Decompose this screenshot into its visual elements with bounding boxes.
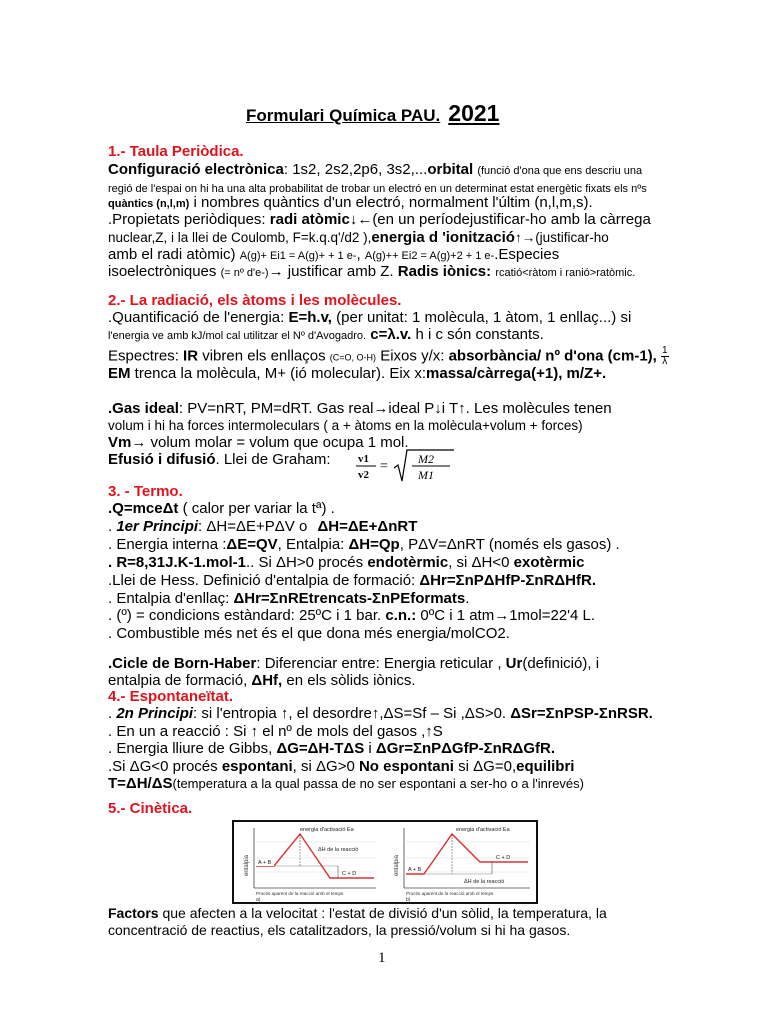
r-rest2: , si ΔH<0: [448, 554, 510, 571]
enllac-line: . Entalpia d'enllaç: ΔHr=ΣnREtrencats-ΣnPEformats.: [108, 590, 470, 607]
arrow-right-icon: →: [521, 230, 536, 245]
hess-rest: Definició d'entalpia de formació:: [203, 572, 416, 589]
section-4-heading: 4.- Espontaneïtat.: [108, 688, 234, 705]
combust-line: . Combustible més net és el que dona més energia/molCO2.: [108, 625, 510, 642]
std-line: [108, 607, 686, 625]
orbital-def-a: (funció d'ona que ens descriu una: [477, 165, 643, 177]
hess-eq: ΔHr=ΣnPΔHfP-ΣnRΔHfR.: [419, 572, 596, 589]
efusio-label: Efusió i difusió: [108, 451, 216, 468]
left-ea: energia d'activació Ea: [300, 827, 354, 833]
iso-rest: → justificar amb Z.: [268, 263, 394, 280]
section-5-heading: 5.- Cinètica.: [108, 800, 193, 817]
q-rest: ( calor per variar la tª) .: [182, 500, 335, 517]
enthalpy-diagrams: [232, 820, 538, 904]
t-rest: (temperatura a la qual passa de no ser espontani a ser-ho o a l'inrevés): [172, 776, 584, 791]
bh-hf: ΔHf,: [251, 672, 283, 689]
page-title: [246, 100, 499, 127]
hess-line: [108, 572, 686, 590]
t-line: [108, 775, 686, 793]
espontani-text: espontani: [221, 758, 293, 775]
reac-line: . En un a reacció : Si ↑ el nº de mols del gasos ,↑S: [108, 723, 443, 740]
left-reactants: A + B: [258, 860, 272, 866]
factors-rest: que afecten a la velocitat : l'estat de divisió d'un sòlid, la temperatura, la: [162, 905, 607, 921]
especies-text: .Especies: [494, 246, 560, 263]
right-xlabel: Procés aparent de la reacció amb el temps: [406, 891, 494, 896]
p2-rest: : si l'entropia ↑, el desordre↑,ΔS=Sf – Si ,ΔS>0.: [193, 705, 507, 722]
pv-text: , PΔV=ΔnRT (només els gasos) .: [399, 536, 620, 553]
cn-label: c.n.:: [385, 607, 417, 624]
ehv-eq: E=h.v,: [288, 309, 332, 326]
hess-label: .Llei de Hess.: [108, 572, 199, 589]
prop-label: .Propietats periòdiques:: [108, 211, 266, 228]
graham-v1: v1: [358, 453, 369, 465]
si2: , si ΔG>0: [292, 758, 355, 775]
arrow-left-icon: ←: [357, 211, 373, 228]
hc-text: h i c són constants.: [415, 326, 544, 343]
left-curve: [256, 834, 374, 878]
equilibri-text: equilibri: [516, 758, 575, 775]
section-1-heading: 1.- Taula Periòdica.: [108, 143, 244, 160]
inverse-lambda-fraction: $\frac{1}{\lambda}$: [662, 345, 668, 367]
em-line: [108, 365, 686, 383]
p1-label: 1er Principi: [116, 518, 199, 535]
orbital-def-b: regió de l'espai on hi ha una alta probabilitat de trobar un electró en un determinat estat energètic fixats els nºs: [108, 183, 647, 195]
enllac-eq: ΔHr=ΣnREtrencats-ΣnPEformats: [233, 590, 466, 607]
right-ylabel: entalpia: [394, 854, 400, 876]
int-eq: ΔE=QV: [226, 536, 278, 553]
quantic-rest: i nombres quàntics d'un electró, normalment l'últim (n,l,m,s).: [193, 194, 593, 211]
energia-line: [108, 326, 686, 345]
config-seq: : 1s2, 2s2,2p6, 3s2,...: [283, 161, 428, 178]
bh-line: [108, 655, 686, 673]
p2-eq: ΔSr=ΣnPSP-ΣnRSR.: [510, 705, 653, 722]
energia-ion: energia d 'ionització: [371, 229, 515, 246]
section-3-heading: 3. - Termo.: [108, 483, 183, 500]
espectres-label: Espectres:: [108, 347, 179, 365]
config-label: Configuració electrònica: [108, 161, 284, 178]
title-year: 2021: [448, 100, 500, 126]
vm-rest: → volum molar = volum que ocupa 1 mol.: [131, 434, 409, 451]
config-line: [108, 161, 686, 180]
iso-paren: (= nº d'e-): [220, 267, 269, 279]
right-dh: ΔH de la reacció: [464, 879, 505, 885]
graham-law-formula: [356, 448, 456, 484]
gas-real: Gas real→ideal P↓i T↑. Les molècules tenen: [316, 400, 612, 417]
r-line: [108, 554, 686, 572]
volum-line: volum i hi ha forces intermoleculars ( a + àtoms en la molècula+volum + forces): [108, 418, 583, 433]
left-dh: ΔH de la reacció: [318, 847, 359, 853]
graham-m1: M1: [418, 468, 434, 482]
p2-label: 2n Principi: [116, 705, 194, 722]
section-2-heading: 2.- La radiació, els àtoms i les molècules.: [108, 292, 402, 309]
gibbs-label: . Energia lliure de Gibbs,: [108, 740, 273, 757]
gas-line: [108, 400, 686, 418]
right-curve: [406, 834, 528, 874]
iso-line: [108, 263, 686, 282]
radis-ionics: Radis iònics:: [397, 263, 492, 280]
right-ea: energia d'activació Ea: [456, 827, 510, 833]
bh-def: (definició), i: [522, 655, 600, 672]
r-const: . R=8,31J.K-1.mol-1: [108, 554, 246, 571]
enthalpy-diagrams-svg: [234, 822, 536, 902]
radi-eq-line: amb el radi atòmic) A(g)+ Ei1 = A(g)+ + 1 e-, A(g)++ Ei2 = A(g)+2 + 1 e-.Especies: [108, 246, 560, 263]
ir-label: IR: [183, 347, 199, 365]
left-xlabel: Procés aparent de la reacció amb el temps: [256, 891, 344, 896]
ur-text: Ur: [505, 655, 523, 672]
nuclear-text: nuclear,Z, i la llei de Coulomb, F=k.q.q'/d2 ),: [108, 230, 372, 245]
radis-rel: rcatió<ràtom i ranió>ratòmic.: [495, 267, 636, 279]
std-text: . (º) = condicions estàndard: 25ºC i 1 bar.: [108, 607, 382, 624]
q-line: [108, 500, 686, 518]
gas-eq: : PV=nRT, PM=dRT.: [178, 400, 313, 417]
nuclear-line: [108, 229, 686, 247]
endo-text: endotèrmic: [367, 554, 449, 571]
absorbancia: absorbància/ nº d'ona (cm-1),: [448, 347, 657, 365]
bh-rest2: en els sòlids iònics.: [286, 672, 416, 689]
right-tag: b): [406, 897, 411, 902]
eixos-label: Eixos y/x:: [380, 347, 445, 365]
exo-text: exotèrmic: [513, 554, 585, 571]
gibbs-line: [108, 740, 686, 758]
quant-label: .Quantificació de l'energia:: [108, 309, 285, 326]
em-label: EM: [108, 365, 131, 382]
prop-rest: (en un períodejustificar-ho amb la càrrega: [372, 211, 651, 228]
left-ylabel: entalpia: [244, 854, 250, 876]
right-products: C + D: [496, 855, 511, 861]
p2-line: . 2n Principi: si l'entropia ↑, el desordre↑,ΔS=Sf – Si ,ΔS>0. ΔSr=ΣnPSP-ΣnRSR.: [108, 705, 653, 722]
int-line: [108, 536, 686, 554]
vm-label: Vm: [108, 434, 132, 451]
title-text: Formulari Química PAU.: [246, 106, 441, 125]
ionization-eq-2: A(g)++ Ei2 = A(g)+2 + 1 e-: [364, 250, 495, 262]
quantic-label: quàntics (n,l,m): [108, 198, 190, 210]
gas-ideal-label: .Gas ideal: [108, 400, 179, 417]
factors-line-2: concentració de reactius, els catalitzadors, la pressió/volum si hi ha gasos.: [108, 922, 571, 938]
gibbs-eq: ΔG=ΔH-TΔS: [276, 740, 365, 757]
quant-line: [108, 309, 686, 327]
ir-rest: vibren els enllaços: [202, 347, 326, 365]
page-number: 1: [378, 950, 386, 966]
espectres-line: [108, 346, 686, 367]
factors-label: Factors: [108, 905, 159, 921]
orbital-word: orbital: [427, 161, 474, 178]
factors-line: [108, 904, 686, 922]
enllac-label: . Entalpia d'enllaç:: [108, 590, 230, 607]
graham-v2: v2: [358, 469, 369, 481]
justif-text: (justificar-ho: [535, 230, 609, 245]
no-esp-text: No espontani: [358, 758, 454, 775]
diagram-right: [394, 827, 530, 902]
p1-a: : ΔH=ΔE+PΔV o: [198, 518, 308, 535]
em-axis: massa/càrrega(+1), m/Z+.: [426, 365, 607, 382]
left-products: C + D: [342, 871, 357, 877]
iso-text: isoelectròniques: [108, 263, 217, 280]
c-eq: c=λ.v.: [370, 326, 412, 343]
p1-b: ΔH=ΔE+ΔnRT: [317, 518, 418, 535]
amb-radi: amb el radi atòmic): [108, 246, 236, 263]
ionization-eq-1: A(g)+ Ei1 = A(g)+ + 1 e-: [239, 250, 357, 262]
right-reactants: A + B: [408, 867, 422, 873]
diagram-left: [244, 827, 376, 902]
cn-rest: 0ºC i 1 atm→1mol=22'4 L.: [420, 607, 596, 624]
si1: .Si ΔG<0 procés: [108, 758, 218, 775]
p1-line: . 1er Principi: ΔH=ΔE+PΔV o ΔH=ΔE+ΔnRT: [108, 518, 418, 535]
t-eq: T=ΔH/ΔS: [108, 775, 173, 792]
left-tag: a): [256, 897, 261, 902]
graham-m2: M2: [418, 452, 434, 466]
prop-line: [108, 211, 686, 229]
ir-paren: (C=O, O-H): [329, 352, 377, 363]
bh-rest: : Diferenciar entre: Energia reticular ,: [256, 655, 502, 672]
q-eq: .Q=mceΔt: [108, 500, 179, 517]
radi-text: radi atòmic: [269, 211, 350, 228]
arrow-up-icon: ↑: [514, 230, 522, 245]
em-rest: trenca la molècula, M+ (ió molecular). Eix x:: [134, 365, 427, 382]
ent-eq: ΔH=Qp: [348, 536, 400, 553]
graham-equals: =: [380, 459, 388, 474]
int-label: . Energia interna :: [108, 536, 227, 553]
quant-rest: (per unitat: 1 molècula, 1 àtom, 1 enllaç...) si: [336, 309, 632, 326]
espontani-line: [108, 758, 686, 776]
r-rest: .. Si ΔH>0 procés: [245, 554, 364, 571]
bh-line2: entalpia de formació,: [108, 672, 248, 689]
graham-text: . Llei de Graham:: [215, 451, 331, 468]
si3: si ΔG=0,: [458, 758, 517, 775]
gibbs-eq2: ΔGr=ΣnPΔGfP-ΣnRΔGfR.: [375, 740, 556, 757]
arrow-down-icon: ↓: [349, 211, 358, 228]
ent-label: , Entalpia:: [277, 536, 345, 553]
gibbs-mid: i: [368, 740, 372, 757]
bh-label: .Cicle de Born-Haber: [108, 655, 257, 672]
energia-text: l'energia ve amb kJ/mol cal utilitzar el Nº d'Avogadro.: [108, 330, 367, 342]
